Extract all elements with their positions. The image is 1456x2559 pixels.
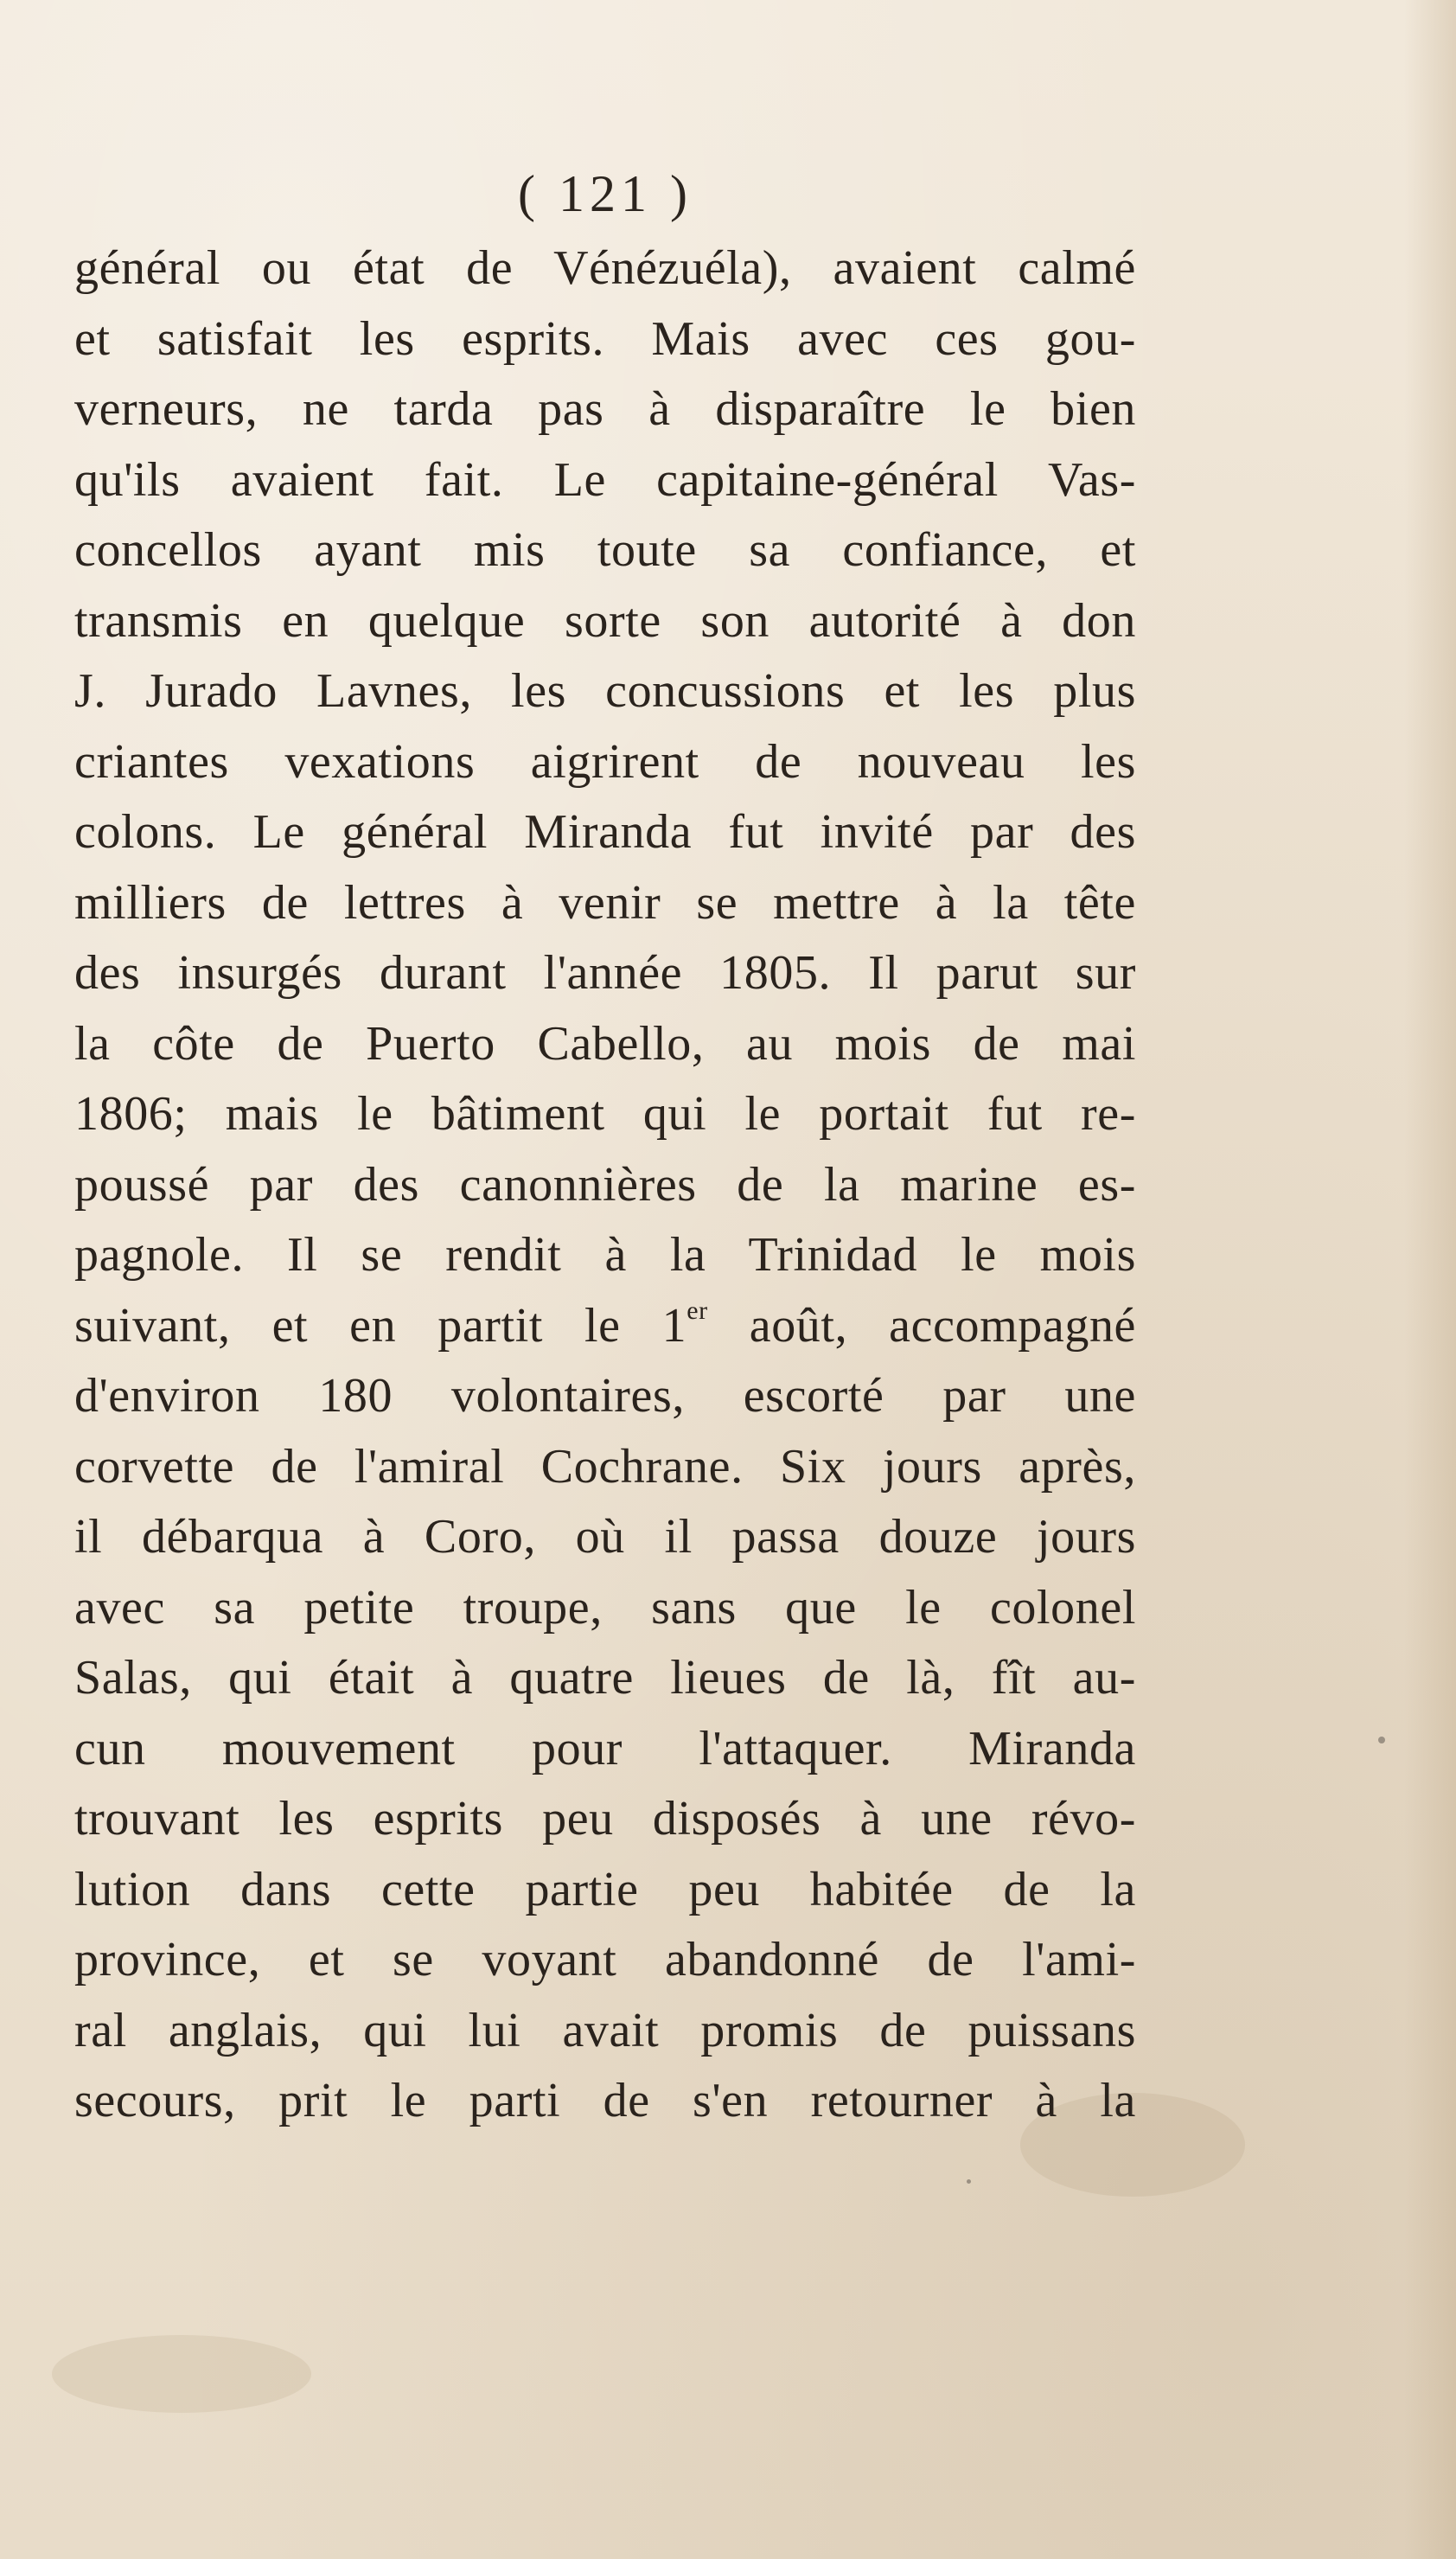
- text-line: 1806; mais le bâtiment qui le portait fut re-: [74, 1087, 1136, 1141]
- text-line: trouvant les esprits peu disposés à une révo-: [74, 1792, 1136, 1846]
- text-line: verneurs, ne tarda pas à disparaître le bien: [74, 382, 1136, 436]
- ordinal-superscript: er: [686, 1295, 708, 1325]
- text-line: la côte de Puerto Cabello, au mois de mai: [74, 1016, 1136, 1071]
- paper-speck: [967, 2179, 971, 2184]
- text-line: qu'ils avaient fait. Le capitaine-général Vas-: [74, 452, 1136, 507]
- body-text: [74, 234, 1136, 2137]
- text-fragment: suivant, et en partit le 1: [74, 1298, 687, 1353]
- text-line: Salas, qui était à quatre lieues de là, fît au-: [74, 1651, 1136, 1705]
- text-line: cun mouvement pour l'attaquer. Miranda: [74, 1721, 1136, 1775]
- text-line: province, et se voyant abandonné de l'ami-: [74, 1933, 1136, 1986]
- text-line: général ou état de Vénézuéla), avaient calmé: [74, 241, 1136, 295]
- text-line: pagnole. Il se rendit à la Trinidad le mois: [74, 1228, 1136, 1282]
- page-edge-shadow: [1404, 0, 1456, 2559]
- paper-speck: [1378, 1737, 1385, 1743]
- text-line: colons. Le général Miranda fut invité par des: [74, 805, 1136, 859]
- text-line: transmis en quelque sorte son autorité à don: [74, 593, 1136, 648]
- text-line: secours, prit le parti de s'en retourner à la: [74, 2074, 1136, 2127]
- text-line: ral anglais, qui lui avait promis de puissans: [74, 2003, 1136, 2057]
- text-fragment: août, accompagné: [707, 1298, 1136, 1353]
- text-line: il débarqua à Coro, où il passa douze jours: [74, 1510, 1136, 1564]
- text-line: lution dans cette partie peu habitée de la: [74, 1862, 1136, 1916]
- text-line: concellos ayant mis toute sa confiance, et: [74, 523, 1136, 577]
- paper-stain: [52, 2335, 311, 2413]
- page-number: ( 121 ): [518, 165, 693, 222]
- text-line: criantes vexations aigrirent de nouveau les: [74, 734, 1136, 789]
- text-line: des insurgés durant l'année 1805. Il parut sur: [74, 946, 1136, 1000]
- text-line: poussé par des canonnières de la marine es-: [74, 1157, 1136, 1212]
- text-line: d'environ 180 volontaires, escorté par une: [74, 1369, 1136, 1423]
- text-line: milliers de lettres à venir se mettre à la tête: [74, 875, 1136, 930]
- text-line: et satisfait les esprits. Mais avec ces gou-: [74, 311, 1136, 366]
- text-line: J. Jurado Lavnes, les concussions et les plus: [74, 664, 1136, 718]
- text-line-with-ordinal: [74, 1291, 1136, 1362]
- text-line: avec sa petite troupe, sans que le colonel: [74, 1580, 1136, 1635]
- text-line: corvette de l'amiral Cochrane. Six jours après,: [74, 1439, 1136, 1494]
